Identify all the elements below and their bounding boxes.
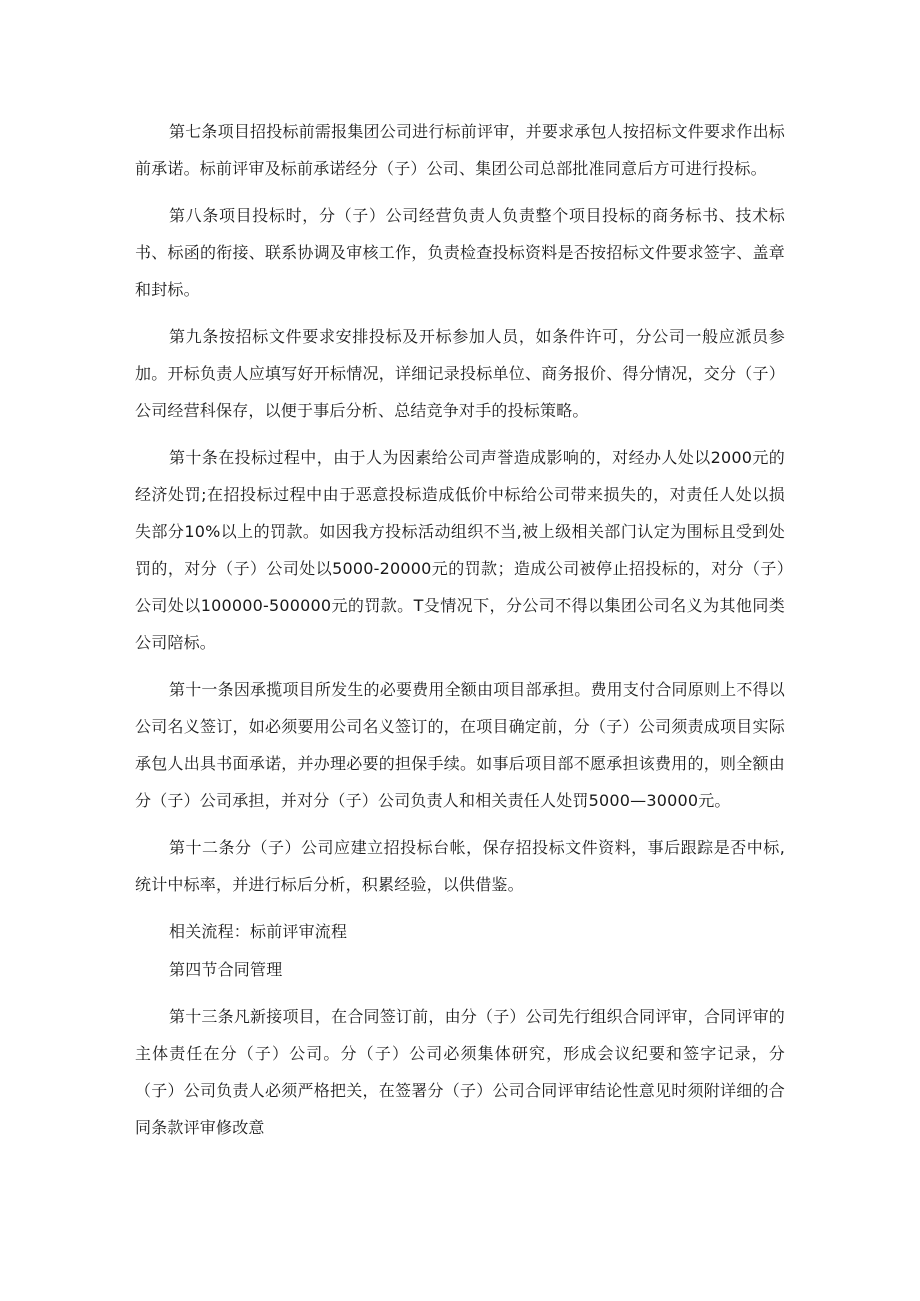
article-8-paragraph: 第八条项目投标时，分（子）公司经营负责人负责整个项目投标的商务标书、技术标书、标函的衔接、联系协调及审核工作，负责检查投标资料是否按招标文件要求签字、盖章和封标。 — [135, 206, 785, 299]
article-11-paragraph: 第十一条因承揽项目所发生的必要费用全额由项目部承担。费用支付合同原则上不得以公司名义签订，如必须要用公司名义签订的，在项目确定前，分（子）公司须责成项目实际承包人出具书面承诺，并办理必要的担保手续。如事后项目部不愿承担该费用的，则全额由分（子）公司承担，并对分（子）公司负责人和相关责任人处罚5000—30000元。 — [135, 680, 785, 810]
article-9-paragraph: 第九条按招标文件要求安排投标及开标参加人员，如条件许可，分公司一般应派员参加。开标负责人应填写好开标情况，详细记录投标单位、商务报价、得分情况，交分（子）公司经营科保存，以便于事后分析、总结竞争对手的投标策略。 — [135, 327, 785, 420]
article-7-paragraph: 第七条项目招投标前需报集团公司进行标前评审，并要求承包人按招标文件要求作出标前承诺。标前评审及标前承诺经分（子）公司、集团公司总部批准同意后方可进行投标。 — [135, 122, 785, 178]
article-12-paragraph: 第十二条分（子）公司应建立招投标台帐，保存招投标文件资料，事后跟踪是否中标,统计中标率，并进行标后分析，积累经验，以供借鉴。 — [135, 838, 785, 894]
related-process-line: 相关流程：标前评审流程 — [169, 922, 348, 941]
document-body — [135, 113, 785, 1156]
article-10-paragraph: 第十条在投标过程中，由于人为因素给公司声誉造成影响的，对经办人处以2000元的经济处罚;在招投标过程中由于恶意投标造成低价中标给公司带来损失的，对责任人处以损失部分10%以上的罚款。如因我方投标活动组织不当,被上级相关部门认定为围标且受到处罚的，对分（子）公司处以5000-20000元的罚款；造成公司被停止招投标的，对分（子）公司处以100000-500000元的罚款。T殳情况下，分公司不得以集团公司名义为其他同类公司陪标。 — [135, 448, 785, 652]
article-13-paragraph: 第十三条凡新接项目，在合同签订前，由分（子）公司先行组织合同评审，合同评审的主体责任在分（子）公司。分（子）公司必须集体研究，形成会议纪要和签字记录，分（子）公司负责人必须严格把关，在签署分（子）公司合同评审结论性意见时须附详细的合同条款评审修改意 — [135, 1007, 785, 1137]
section-4-heading: 第四节合同管理 — [169, 960, 283, 979]
